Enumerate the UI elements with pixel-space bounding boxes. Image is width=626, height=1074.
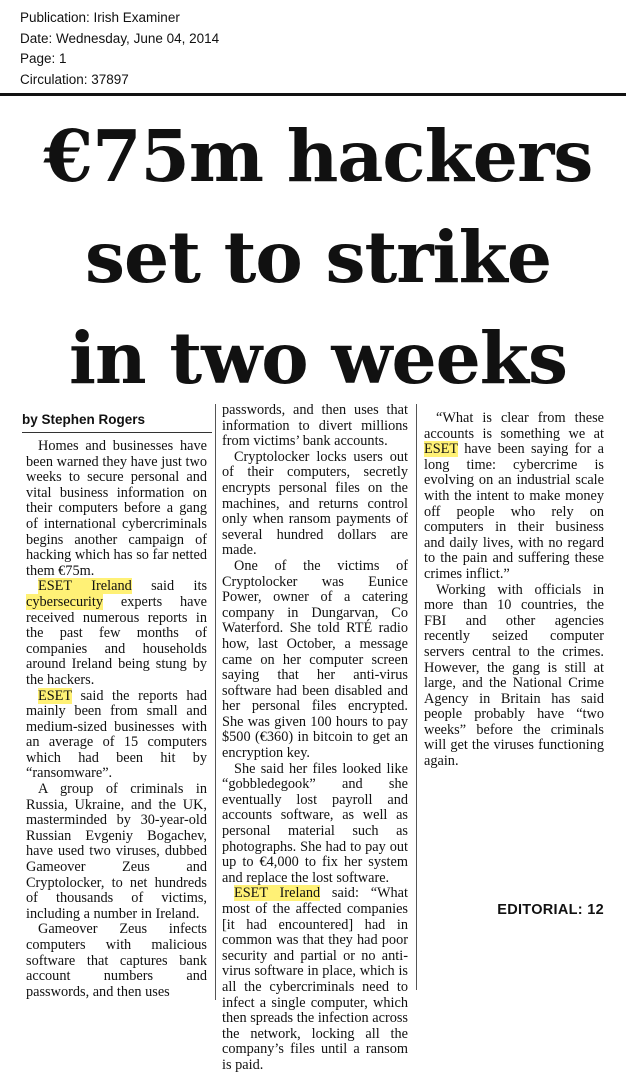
date-line: Date: Wednesday, June 04, 2014 [20, 30, 220, 46]
article-column-2 [222, 402, 408, 1073]
highlight: ESET Ireland [234, 885, 321, 902]
byline: by Stephen Rogers [22, 412, 146, 427]
highlight: ESET Ireland [38, 578, 132, 595]
page-line: Page: 1 [20, 51, 67, 66]
paragraph: Gameover Zeus infects computers with malicious software that captures bank account numbers and passwords, and then uses [26, 921, 207, 1000]
headline-line-2: set to strike [84, 215, 552, 299]
headline [38, 106, 598, 409]
paragraph: ESET said the reports had mainly been from small and medium-sized businesses with an average of 15 computers which had been hit by “ransomware”. [26, 687, 207, 782]
paragraph: One of the victims of Cryptolocker was Eunice Power, owner of a catering company in Dungarvan, Co Waterford. She told RTÉ radio how, last October, a message came on her computer screen saying that her anti-virus software had been disabled and her personal files encrypted. She was given 100 hours to pay $500 (€360) in bitcoin to get an encryption key. [222, 557, 408, 762]
paragraph-continued: passwords, and then uses that information to divert millions from victims’ bank accounts. [222, 402, 408, 450]
column-divider [215, 404, 216, 1000]
circulation-line: Circulation: 37897 [20, 71, 129, 87]
highlight: cybersecurity [26, 593, 104, 610]
highlight: ESET [424, 441, 458, 458]
paragraph: “What is clear from these accounts is something we at ESET have been saying for a long time: cybercrime is evolving on an industrial scale with the intent to make money off people who rely on computers in their business and daily lives, with no regard to the pain and suffering these crimes inflict.” [424, 410, 604, 582]
editorial-reference: EDITORIAL: 12 [497, 902, 604, 918]
paragraph: ESET Ireland said its cybersecurity experts have received numerous reports in the past few months of companies and households around Ireland being stung by the hackers. [26, 578, 208, 688]
headline-line-3: in two weeks [69, 316, 567, 400]
header-divider [0, 93, 626, 96]
byline-divider [22, 432, 212, 433]
publication-line: Publication: Irish Examiner [20, 10, 180, 25]
paragraph: Cryptolocker locks users out of their computers, secretly encrypts personal files on the machines, and returns control only when ransom payments of several hundred dollars are made. [222, 448, 408, 559]
paragraph: Working with officials in more than 10 countries, the FBI and other agencies recently seized computer servers central to the crimes. However, the gang is still at large, and the National Crime Agency in Britain has said people probably have “two weeks” before the criminals will get the viruses functioning again. [424, 581, 604, 770]
paragraph: ESET Ireland said: “What most of the affected companies [it had encountered] had in common was that they had poor security and partial or no anti-virus software in place, which is all the cybercriminals need to infect a single computer, which then spreads the infection across the network, locking all the company’s files until a ransom is paid. [222, 885, 408, 1073]
headline-line-1: €75m hackers [43, 114, 593, 198]
paragraph: Homes and businesses have been warned they have just two weeks to secure personal and vital business information on their computers before a gang of international cybercriminals begins another campaign of hacking which has so far netted them €75m. [26, 438, 207, 579]
clipping-metadata [20, 8, 219, 90]
paragraph: She said her files looked like “gobbledegook” and she eventually lost payroll and accounts software, as well as personal material such as photographs. She had to pay out up to €4,000 to fix her system and replace the lost software. [222, 760, 408, 886]
paragraph: A group of criminals in Russia, Ukraine, and the UK, masterminded by 30-year-old Russian Evgeniy Bogachev, have used two viruses, dubbed Gameover Zeus and Cryptolocker, to net hundreds of thousands of victims, including a number in Ireland. [26, 781, 207, 922]
column-divider [416, 404, 417, 990]
article-column-3 [424, 411, 604, 901]
highlight: ESET [38, 687, 72, 704]
article-column-1 [26, 439, 207, 1001]
